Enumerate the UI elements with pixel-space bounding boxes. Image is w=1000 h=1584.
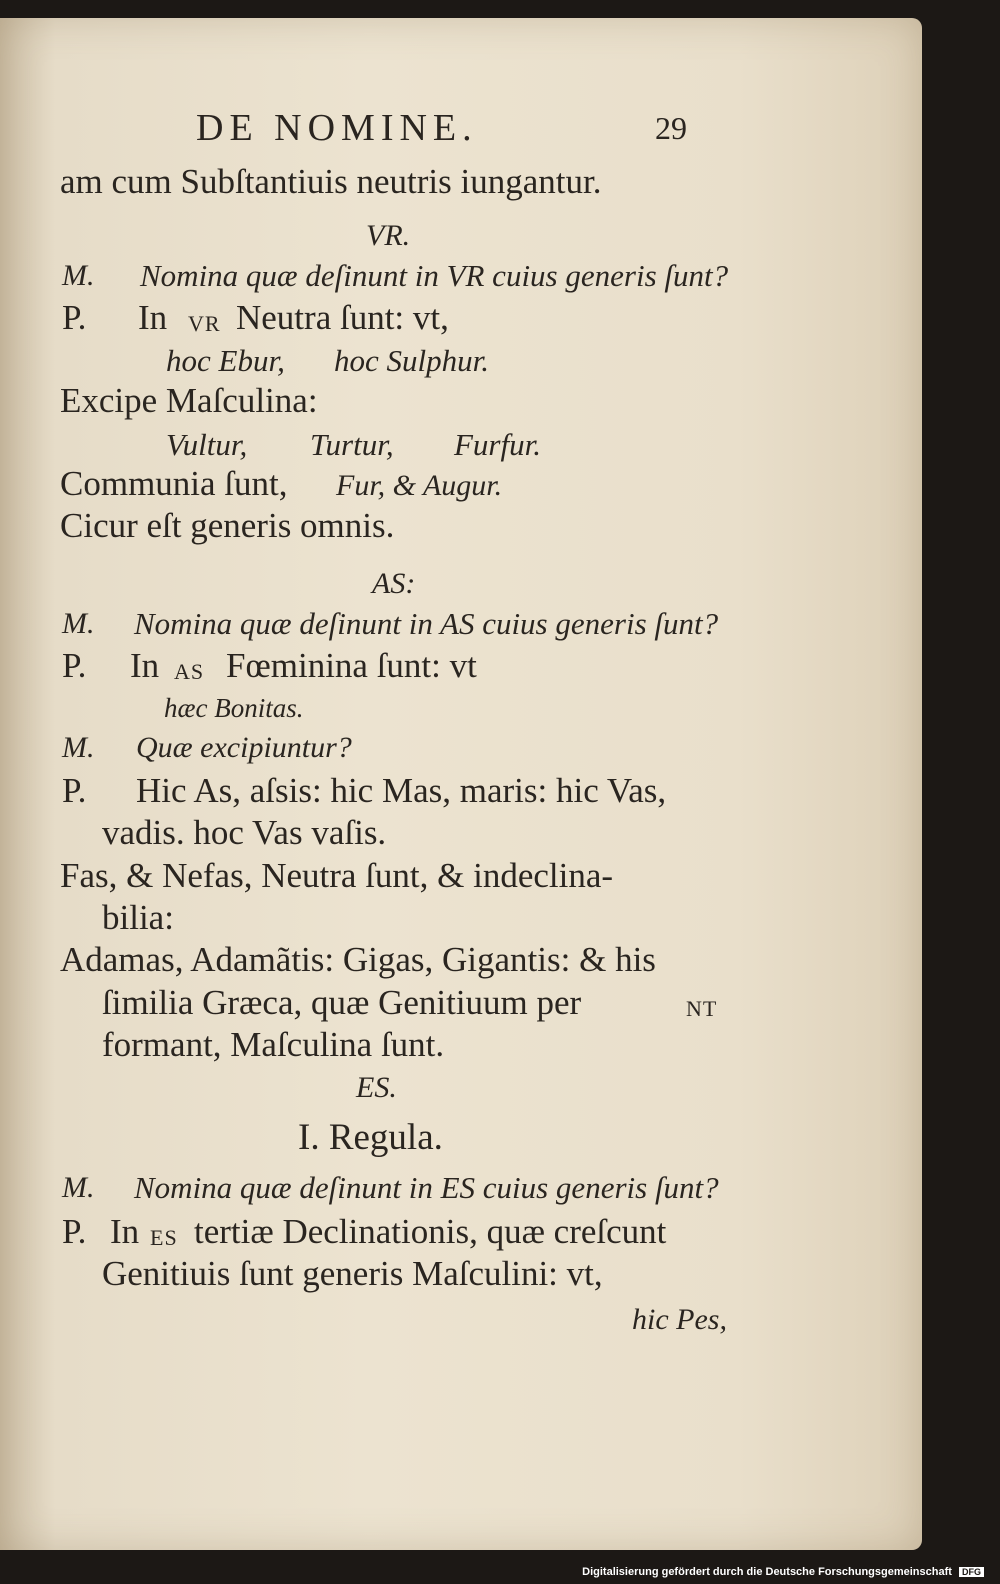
- text-line: bilia:: [102, 898, 174, 937]
- ending-smallcaps: NT: [686, 996, 718, 1021]
- speaker-p: P.: [62, 646, 87, 685]
- text-line: Genitiuis ſunt generis Maſculini: vt,: [102, 1254, 603, 1293]
- answer-text: Neutra ſunt: vt,: [236, 298, 449, 337]
- speaker-p: P.: [62, 298, 87, 337]
- answer-text: tertiæ Declinationis, quæ creſcunt: [194, 1212, 667, 1251]
- text-line: ſimilia Græca, quæ Genitiuum per: [102, 983, 582, 1022]
- section-heading-vr: VR.: [366, 219, 411, 252]
- question-line: Nomina quæ deſinunt in AS cuius generis ſunt?: [134, 606, 719, 641]
- catchword: hic Pes,: [632, 1303, 727, 1336]
- answer-text: In: [130, 646, 160, 685]
- example-word: hoc Sulphur.: [334, 343, 489, 378]
- text-line: Communia ſunt,: [60, 464, 288, 503]
- question-line: Nomina quæ deſinunt in ES cuius generis ſunt?: [134, 1170, 719, 1205]
- speaker-m: M.: [62, 731, 95, 764]
- question-line: Nomina quæ deſinunt in VR cuius generis ſunt?: [140, 258, 729, 293]
- section-heading-as: AS:: [372, 567, 416, 600]
- page-number: 29: [655, 110, 687, 146]
- answer-text: Hic As, aſsis: hic Mas, maris: hic Vas,: [136, 771, 667, 810]
- speaker-m: M.: [62, 1171, 95, 1204]
- section-heading-es: ES.: [356, 1071, 397, 1104]
- speaker-m: M.: [62, 259, 95, 292]
- text-line: Fas, & Nefas, Neutra ſunt, & indeclina-: [60, 856, 614, 895]
- text-line: Adamas, Adamãtis: Gigas, Gigantis: & his: [60, 940, 656, 979]
- ending-smallcaps: AS: [174, 659, 205, 684]
- example-word: Furfur.: [454, 427, 541, 462]
- example-word: Fur, & Augur.: [336, 469, 503, 502]
- running-head: DE NOMINE.: [196, 107, 478, 149]
- text-line: vadis. hoc Vas vaſis.: [102, 813, 387, 852]
- example-word: hoc Ebur,: [166, 343, 285, 378]
- ending-smallcaps: VR: [188, 311, 221, 336]
- text-line: formant, Maſculina ſunt.: [102, 1025, 445, 1064]
- answer-text: Fœminina ſunt: vt: [226, 646, 477, 685]
- credit-text: Digitalisierung gefördert durch die Deutsche Forschungsgemeinschaft: [582, 1566, 952, 1578]
- dfg-logo: DFG: [959, 1567, 984, 1577]
- example-word: Vultur,: [166, 427, 248, 462]
- digitization-credit: [582, 1566, 984, 1578]
- answer-text: In: [110, 1212, 140, 1251]
- speaker-p: P.: [62, 1212, 87, 1251]
- rule-heading: I. Regula.: [298, 1117, 443, 1158]
- example-word: Turtur,: [310, 427, 394, 462]
- question-line: Quæ excipiuntur?: [136, 731, 352, 764]
- example-word: hæc Bonitas.: [164, 693, 304, 723]
- text-line: Excipe Maſculina:: [60, 381, 318, 420]
- speaker-m: M.: [62, 607, 95, 640]
- ending-smallcaps: ES: [150, 1225, 178, 1250]
- answer-text: In: [138, 298, 168, 337]
- text-line: am cum Subſtantiuis neutris iungantur.: [60, 162, 602, 201]
- text-line: Cicur eſt generis omnis.: [60, 506, 395, 545]
- speaker-p: P.: [62, 771, 87, 810]
